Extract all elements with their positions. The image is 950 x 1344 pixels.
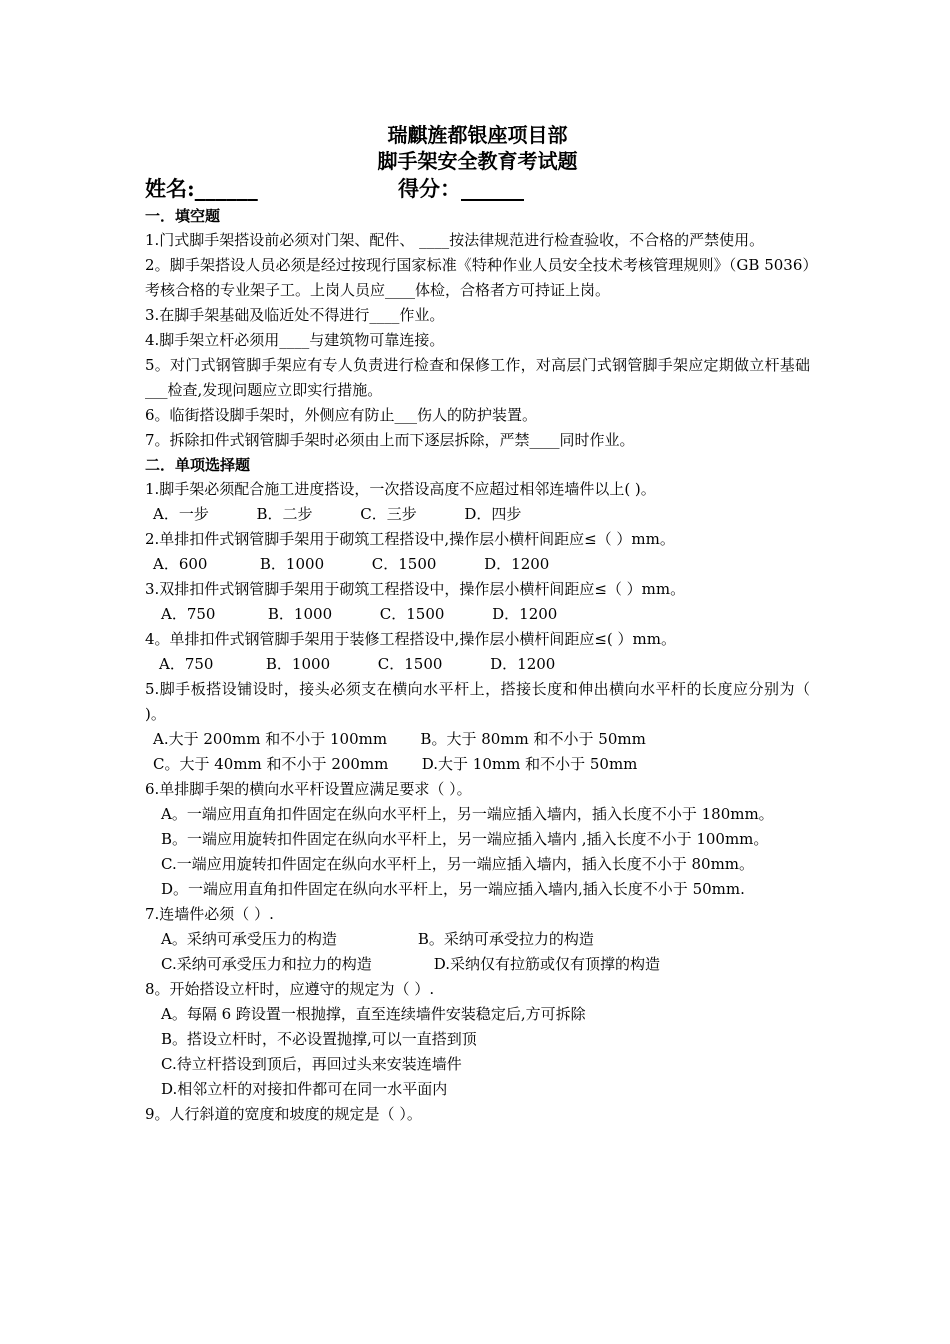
choice-question-5-options-cd: C。大于 40mm 和不小于 200mm D.大于 10mm 和不小于 50mm — [153, 755, 638, 773]
choice-question-9: 9。人行斜道的宽度和坡度的规定是（ ）。 — [145, 1105, 422, 1123]
choice-question-6-option-a: A。一端应用直角扣件固定在纵向水平杆上，另一端应插入墙内，插入长度不小于 180mm。 — [161, 805, 774, 823]
choice-question-4: 4。单排扣件式钢管脚手架用于装修工程搭设中,操作层小横杆间距应≤( ）mm。 — [145, 630, 676, 648]
choice-question-2-options: A．600 B．1000 C．1500 D．1200 — [153, 555, 550, 573]
choice-question-6-option-b: B。一端应用旋转扣件固定在纵向水平杆上，另一端应插入墙内 ,插入长度不小于 100mm。 — [161, 830, 769, 848]
document-title-line1: 瑞麒旌都银座项目部 — [387, 123, 568, 147]
document-title-line2: 脚手架安全教育考试题 — [377, 149, 578, 173]
choice-question-5-options-ab: A.大于 200mm 和不小于 100mm B。大于 80mm 和不小于 50mm — [153, 730, 646, 748]
choice-question-1: 1.脚手架必须配合施工进度搭设，一次搭设高度不应超过相邻连墙件以上( )。 — [145, 480, 656, 498]
choice-question-6-option-d: D。一端应用直角扣件固定在纵向水平杆上，另一端应插入墙内,插入长度不小于 50mm. — [161, 880, 745, 898]
fill-question-5: 5。对门式钢管脚手架应有专人负责进行检查和保修工作，对高层门式钢管脚手架应定期做立杆基础___检查,发现问题应立即实行措施。 — [145, 356, 810, 399]
score-field: 得分：______ — [398, 176, 524, 201]
choice-question-7-options-ab: A。采纳可承受压力的构造 B。采纳可承受拉力的构造 — [161, 930, 594, 948]
choice-question-8: 8。开始搭设立杆时，应遵守的规定为（ ）. — [145, 980, 435, 998]
choice-question-8-option-c: C.待立杆搭设到顶后，再回过头来安装连墙件 — [161, 1055, 462, 1073]
document-body — [145, 122, 810, 1127]
name-field: 姓名:______ — [145, 176, 258, 201]
choice-question-7-options-cd: C.采纳可承受压力和拉力的构造 D.采纳仅有拉筋或仅有顶撑的构造 — [161, 955, 660, 973]
choice-question-8-option-b: B。搭设立杆时，不必设置抛撑,可以一直搭到顶 — [161, 1030, 477, 1048]
choice-question-6: 6.单排脚手架的横向水平杆设置应满足要求（ ）。 — [145, 780, 472, 798]
choice-question-2: 2.单排扣件式钢管脚手架用于砌筑工程搭设中,操作层小横杆间距应≤（ ）mm。 — [145, 530, 675, 548]
choice-question-3: 3.双排扣件式钢管脚手架用于砌筑工程搭设中，操作层小横杆间距应≤（ ）mm。 — [145, 580, 686, 598]
fill-question-6: 6。临街搭设脚手架时，外侧应有防止___伤人的防护装置。 — [145, 406, 538, 424]
section-fill-heading: 一．填空题 — [145, 207, 221, 225]
choice-question-3-options: A．750 B．1000 C．1500 D．1200 — [161, 605, 558, 623]
fill-question-4: 4.脚手架立杆必须用____与建筑物可靠连接。 — [145, 331, 445, 349]
fill-question-2: 2。脚手架搭设人员必须是经过按现行国家标准《特种作业人员安全技术考核管理规则》（GB 5036）考核合格的专业架子工。上岗人员应____体检，合格者方可持证上岗。 — [145, 256, 810, 299]
section-single-choice-heading: 二．单项选择题 — [145, 456, 251, 474]
name-score-line — [145, 174, 810, 204]
fill-question-1: 1.门式脚手架搭设前必须对门架、配件、 ____按法律规范进行检查验收，不合格的严禁使用。 — [145, 231, 765, 249]
choice-question-7: 7.连墙件必须（ ）. — [145, 905, 274, 923]
choice-question-8-option-d: D.相邻立杆的对接扣件都可在同一水平面内 — [161, 1080, 448, 1098]
choice-question-4-options: A．750 B．1000 C．1500 D．1200 — [159, 655, 556, 673]
fill-question-3: 3.在脚手架基础及临近处不得进行____作业。 — [145, 306, 445, 324]
choice-question-6-option-c: C.一端应用旋转扣件固定在纵向水平杆上，另一端应插入墙内，插入长度不小于 80mm。 — [161, 855, 755, 873]
choice-question-1-options: A．一步 B．二步 C．三步 D．四步 — [153, 505, 522, 523]
fill-question-7: 7。拆除扣件式钢管脚手架时必须由上而下逐层拆除，严禁____同时作业。 — [145, 431, 635, 449]
choice-question-5: 5.脚手板搭设铺设时，接头必须支在横向水平杆上，搭接长度和伸出横向水平杆的长度应分别为（ )。 — [145, 680, 810, 723]
choice-question-8-option-a: A。每隔 6 跨设置一根抛撑，直至连续墙件安装稳定后,方可拆除 — [161, 1005, 586, 1023]
